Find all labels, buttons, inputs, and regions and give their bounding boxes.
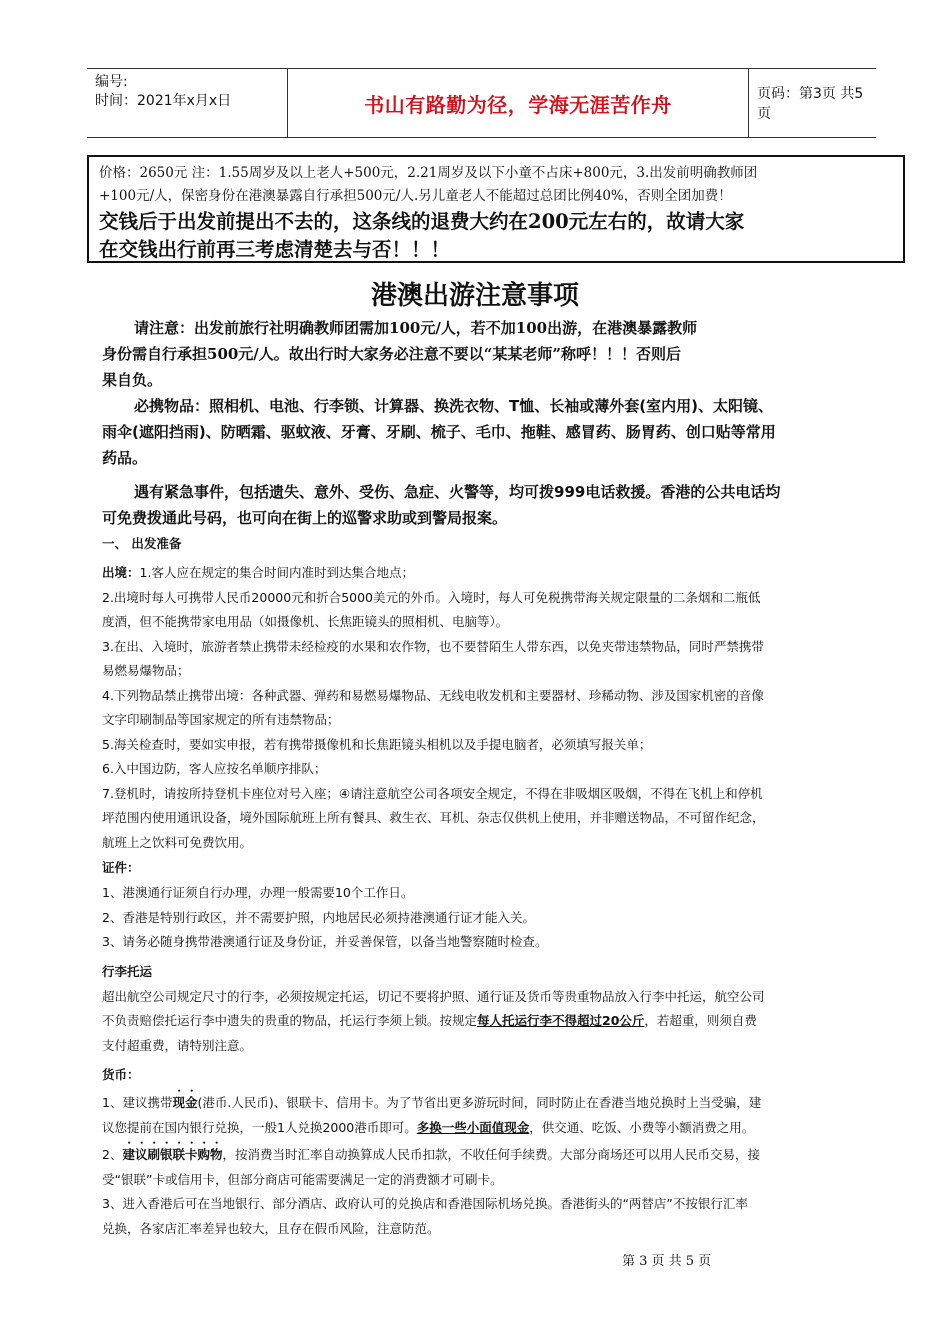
luggage-text: ，若超重，则须自费 (644, 1013, 757, 1028)
documents-item: 3、请务必随身携带港澳通行证及身份证，并妥善保管，以备当地警察随时检查。 (102, 934, 548, 949)
exit-item: 航班上之饮料可免费饮用。 (102, 834, 253, 850)
currency-line (102, 1088, 862, 1116)
exit-label: 出境： (102, 565, 140, 580)
header-meta (95, 73, 285, 111)
exit-item: 3.在出、入境时，旅游者禁止携带未经检疫的水果和农作物，也不要替陌生人带东西，以免夹带违禁物品，同时严禁携带 (102, 638, 764, 654)
page-header (87, 68, 876, 138)
notice-line: 身份需自行承担500元/人。故出行时大家务必注意不要以“某某老师”称呼！！！否则后 (102, 345, 682, 363)
currency-line (102, 1140, 862, 1168)
luggage-line: 支付超重费，请特别注意。 (102, 1037, 253, 1053)
exit-line (102, 561, 862, 586)
exit-item: 度酒，但不能携带家电用品（如摄像机、长焦距镜头的照相机、电脑等）。 (102, 614, 509, 629)
section-heading: 一、 出发准备 (102, 536, 182, 551)
header-page-info: 页码：第3页 共5页 (757, 86, 864, 122)
refund-warning-1: 交钱后于出发前提出不去的，这条线的退费大约在200元左右的，故请大家 (99, 210, 745, 233)
exit-item: 1.客人应在规定的集合时间内准时到达集合地点； (139, 565, 414, 580)
number-label: 编号: (95, 74, 128, 90)
price-box (87, 155, 905, 263)
must-bring-line: 药品。 (102, 449, 148, 467)
luggage-line (102, 1009, 862, 1034)
price-line-1: 价格：2650元 注：1.55周岁及以上老人+500元，2.21周岁及以下小童不占床+800元，3.出发前明确教师团 (99, 165, 758, 181)
exit-item: 文字印刷制品等国家规定的所有违禁物品； (102, 712, 340, 727)
cash-emphasis: 现金 (172, 1095, 198, 1110)
unionpay-emphasis: 建议刷银联卡购物 (122, 1147, 223, 1162)
refund-warning-2: 在交钱出行前再三考虑清楚去与否！！！ (99, 238, 451, 261)
currency-line: 3、进入香港后可在当地银行、部分酒店、政府认可的兑换店和香港国际机场兑换。香港街头的“两替店”不按银行汇率 (102, 1196, 748, 1211)
emergency-line: 可免费拨通此号码，也可向在街上的巡警求助或到警局报案。 (102, 509, 508, 527)
must-bring-line: 雨伞(遮阳挡雨)、防晒霜、驱蚊液、牙膏、牙刷、梳子、毛巾、拖鞋、感冒药、肠胃药、创口贴等常用 (102, 423, 776, 441)
currency-text: 1、建议携带 (102, 1095, 173, 1110)
small-cash-emphasis: 多换一些小面值现金 (416, 1119, 530, 1135)
luggage-text: 不负责赔偿托运行李中遗失的贵重的物品，托运行李须上锁。按规定 (102, 1013, 478, 1028)
currency-text: 2、 (102, 1147, 123, 1162)
notice-line: 请注意：出发前旅行社明确教师团需加100元/人，若不加100出游，在港澳暴露教师 (134, 319, 698, 337)
exit-item: 2.出境时每人可携带人民币20000元和折合5000美元的外币。入境时，每人可免税携带海关规定限量的二条烟和二瓶低 (102, 589, 761, 605)
luggage-heading: 行李托运 (102, 963, 153, 979)
exit-item: 5.海关检查时，要如实申报，若有携带摄像机和长焦距镜头相机以及手提电脑者，必须填写报关单； (102, 736, 652, 752)
documents-heading: 证件： (102, 860, 140, 875)
currency-text: 议您提前在国内银行兑换，一般1人兑换2000港币即可。 (102, 1119, 417, 1135)
page-footer: 第 3 页 共 5 页 (622, 1254, 712, 1269)
page-title: 港澳出游注意事项 (370, 281, 579, 311)
currency-text: ，按消费当时汇率自动换算成人民币扣款，不收任何手续费。大部分商场还可以用人民币交易，接 (222, 1147, 760, 1162)
emergency-line: 遇有紧急事件，包括遗失、意外、受伤、急症、火警等，均可拨999电话救援。香港的公共电话均 (134, 483, 781, 501)
exit-item: 7.登机时，请按所持登机卡座位对号入座；④请注意航空公司各项安全规定，不得在非吸烟区吸烟，不得在飞机上和停机 (102, 785, 763, 801)
documents-item: 2、香港是特别行政区，并不需要护照，内地居民必须持港澳通行证才能入关。 (102, 909, 535, 925)
price-line-2: +100元/人，保密身份在港澳暴露自行承担500元/人.另儿童老人不能超过总团比例40%，否则全团加费！ (99, 188, 732, 204)
exit-item: 坪范围内使用通讯设备，境外国际航班上所有餐具、救生衣、耳机、杂志仅供机上使用，并非赠送物品，不可留作纪念， (102, 810, 765, 825)
emergency-paragraph (102, 479, 862, 531)
currency-line: 兑换，各家店汇率差异也较大，且存在假币风险，注意防范。 (102, 1220, 440, 1236)
currency-text: ，供交通、吃饭、小费等小额消费之用。 (529, 1119, 755, 1135)
exit-item: 4.下列物品禁止携带出境：各种武器、弹药和易燃易爆物品、无线电收发机和主要器材、珍稀动物、涉及国家机密的音像 (102, 687, 764, 703)
currency-text: (港币.人民币)、银联卡、信用卡。为了节省出更多游玩时间，同时防止在香港当地兑换时上当受骗，建 (197, 1095, 762, 1110)
document-body (102, 315, 862, 1241)
currency-line: 受“银联”卡或信用卡，但部分商店可能需要满足一定的消费额才可刷卡。 (102, 1171, 503, 1187)
must-bring-paragraph (102, 393, 862, 471)
exit-item: 易燃易爆物品； (102, 663, 190, 678)
exit-item: 6.入中国边防，客人应按名单顺序排队； (102, 761, 327, 776)
currency-line (102, 1116, 862, 1141)
luggage-weight-limit: 每人托运行李不得超过20公斤 (477, 1013, 645, 1028)
notice-line: 果自负。 (102, 371, 163, 389)
notice-paragraph (102, 315, 862, 393)
must-bring-line: 必携物品：照相机、电池、行李锁、计算器、换洗衣物、T恤、长袖或薄外套(室内用)、太阳镜、 (134, 397, 773, 415)
time-label: 时间：2021年x月x日 (95, 93, 232, 109)
luggage-line: 超出航空公司规定尺寸的行李，必须按规定托运，切记不要将护照、通行证及货币等贵重物品放入行李中托运，航空公司 (102, 988, 765, 1004)
header-motto: 书山有路勤为径，学海无涯苦作舟 (287, 69, 749, 137)
currency-heading: 货币： (102, 1067, 140, 1082)
documents-item: 1、港澳通行证须自行办理，办理一般需要10个工作日。 (102, 885, 414, 900)
